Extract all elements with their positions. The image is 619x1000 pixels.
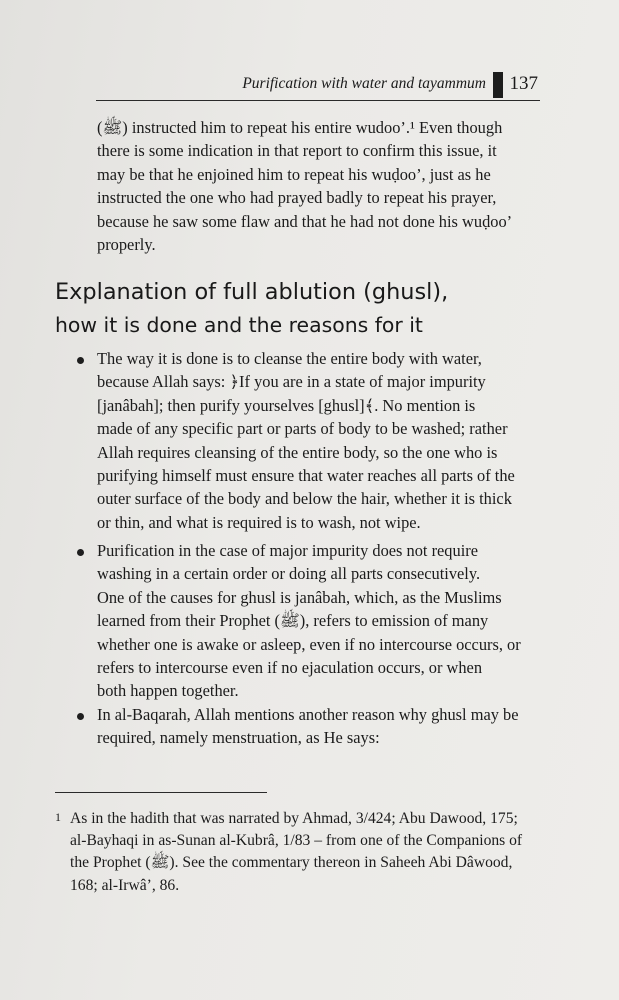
text-line: refers to intercourse even if no ejaculation occurs, or when [97, 657, 483, 677]
running-title: Purification with water and tayammum [242, 75, 486, 92]
header-bar-mark [493, 72, 503, 98]
running-head [96, 72, 540, 100]
footnote-line: the Prophet (ﷺ). See the commentary thereon in Saheeh Abi Dâwood, [70, 854, 513, 872]
bullet-icon [77, 713, 84, 720]
text-line: The way it is done is to cleanse the entire body with water, [97, 349, 482, 368]
footnote-line: 168; al-Irwâ’, 86. [70, 876, 180, 894]
footnote-rule [55, 792, 267, 793]
text-line: because Allah says: ﴿If you are in a state of major impurity [97, 372, 486, 392]
text-line: may be that he enjoined him to repeat his wuḍoo’, just as he [97, 164, 491, 184]
text-line: washing in a certain order or doing all parts consecutively. [97, 564, 481, 584]
footnote [70, 808, 522, 897]
text-line: In al-Baqarah, Allah mentions another reason why ghusl may be [97, 705, 519, 724]
text-line: One of the causes for ghusl is janâbah, which, as the Muslims [97, 587, 502, 607]
text-line: (ﷺ) instructed him to repeat his entire wudoo’.¹ Even though [97, 118, 503, 137]
text-line: because he saw some flaw and that he had not done his wuḍoo’ [97, 211, 513, 231]
footnote-line: As in the hadith that was narrated by Ahmad, 3/424; Abu Dawood, 175; [70, 810, 518, 827]
section-heading-line-2: how it is done and the reasons for it [55, 313, 423, 337]
footnote-marker: 1 [55, 810, 61, 824]
text-line: whether one is awake or asleep, even if no intercourse occurs, or [97, 634, 521, 654]
footnote-line: al-Bayhaqi in as-Sunan al-Kubrâ, 1/83 – from one of the Companions of [70, 832, 523, 850]
text-line: Allah requires cleansing of the entire body, so the one who is [97, 442, 498, 462]
text-line: [janâbah]; then purify yourselves [ghusl]﴾. No mention is [97, 395, 476, 415]
bullet-item [97, 539, 547, 703]
text-line: learned from their Prophet (ﷺ), refers to emission of many [97, 611, 489, 631]
bullet-item [97, 703, 547, 750]
text-line: or thin, and what is required is to wash, not wipe. [97, 512, 421, 532]
text-line: made of any specific part or parts of body to be washed; rather [97, 419, 508, 439]
header-rule [96, 100, 540, 101]
text-line: purifying himself must ensure that water reaches all parts of the [97, 465, 515, 485]
text-line: instructed the one who had prayed badly to repeat his prayer, [97, 188, 497, 208]
text-line: required, namely menstruation, as He says: [97, 728, 380, 748]
bullet-item [97, 347, 547, 534]
bullet-icon [77, 357, 84, 364]
section-heading-line-1: Explanation of full ablution (ghusl), [55, 279, 449, 305]
text-line: properly. [97, 234, 156, 254]
text-line: there is some indication in that report to confirm this issue, it [97, 141, 497, 161]
text-line: Purification in the case of major impurity does not require [97, 541, 478, 560]
text-line: outer surface of the body and below the hair, whether it is thick [97, 489, 512, 509]
intro-paragraph [97, 116, 547, 256]
page-number: 137 [509, 73, 538, 94]
bullet-icon [77, 549, 84, 556]
text-line: both happen together. [97, 681, 239, 701]
